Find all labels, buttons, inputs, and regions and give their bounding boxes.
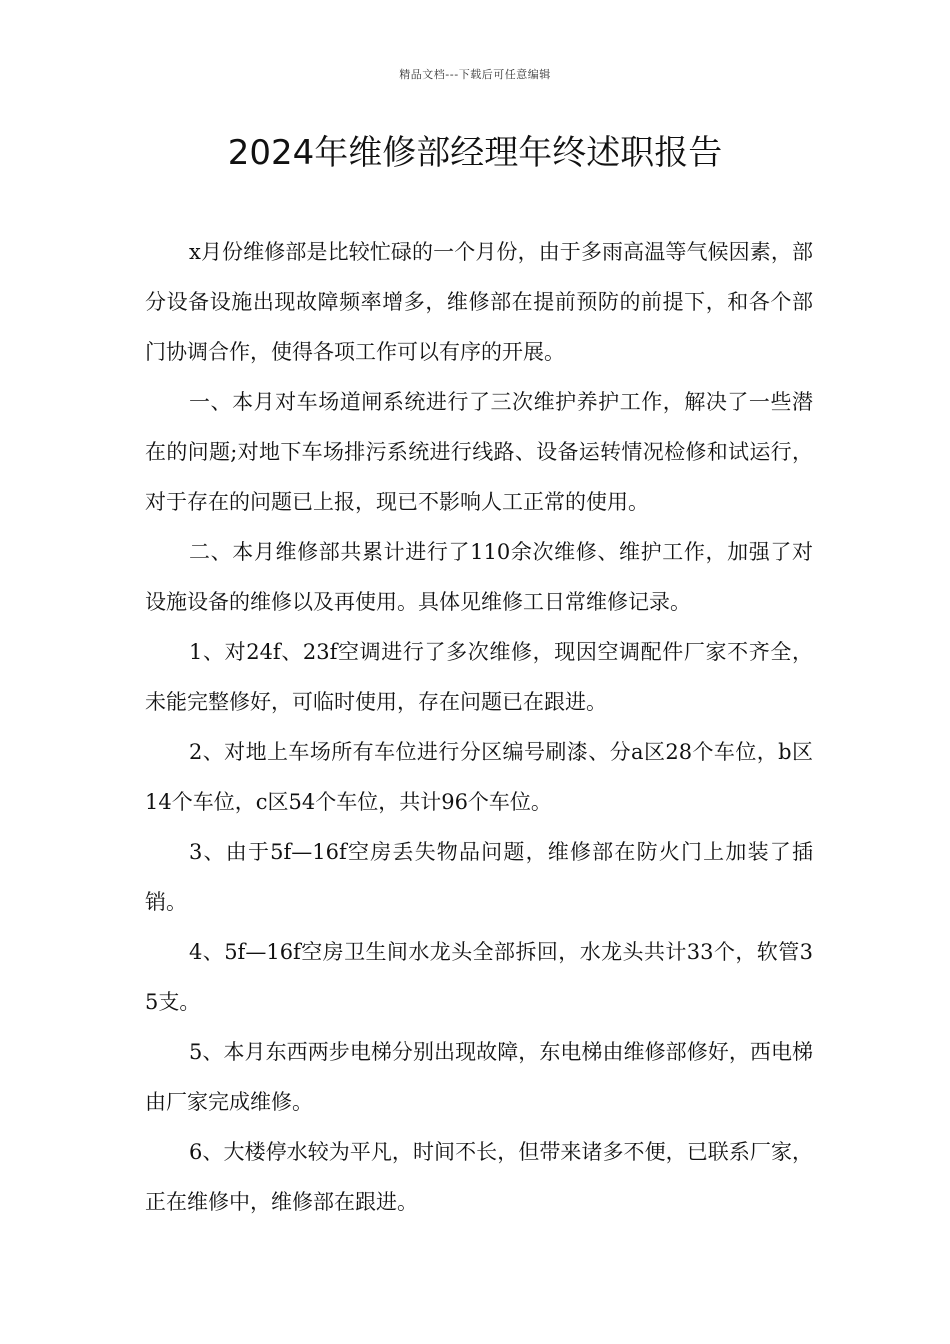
paragraph-item-3: 3、由于5f—16f空房丢失物品问题，维修部在防火门上加装了插销。	[145, 840, 813, 914]
paragraph-item-5: 5、本月东西两步电梯分别出现故障，东电梯由维修部修好，西电梯由厂家完成维修。	[145, 1040, 813, 1114]
paragraph-intro: x月份维修部是比较忙碌的一个月份，由于多雨高温等气候因素，部分设备设施出现故障频率增多，维修部在提前预防的前提下，和各个部门协调合作，使得各项工作可以有序的开展。	[145, 240, 813, 364]
document-body	[145, 227, 813, 1227]
paragraph-section-1: 一、本月对车场道闸系统进行了三次维护养护工作，解决了一些潜在的问题;对地下车场排污系统进行线路、设备运转情况检修和试运行，对于存在的问题已上报，现已不影响人工正常的使用。	[145, 390, 813, 514]
paragraph-item-4: 4、5f—16f空房卫生间水龙头全部拆回，水龙头共计33个，软管35支。	[145, 940, 813, 1014]
header-note: 精品文档---下载后可任意编辑	[399, 68, 551, 81]
paragraph-item-6: 6、大楼停水较为平凡，时间不长，但带来诸多不便，已联系厂家，正在维修中，维修部在跟进。	[145, 1140, 813, 1214]
paragraph-item-1: 1、对24f、23f空调进行了多次维修，现因空调配件厂家不齐全，未能完整修好，可临时使用，存在问题已在跟进。	[145, 640, 813, 714]
paragraph-item-2: 2、对地上车场所有车位进行分区编号刷漆、分a区28个车位，b区14个车位，c区54个车位，共计96个车位。	[145, 740, 813, 814]
paragraph-section-2: 二、本月维修部共累计进行了110余次维修、维护工作，加强了对设施设备的维修以及再使用。具体见维修工日常维修记录。	[145, 540, 813, 614]
document-title: 2024年维修部经理年终述职报告	[227, 133, 723, 173]
